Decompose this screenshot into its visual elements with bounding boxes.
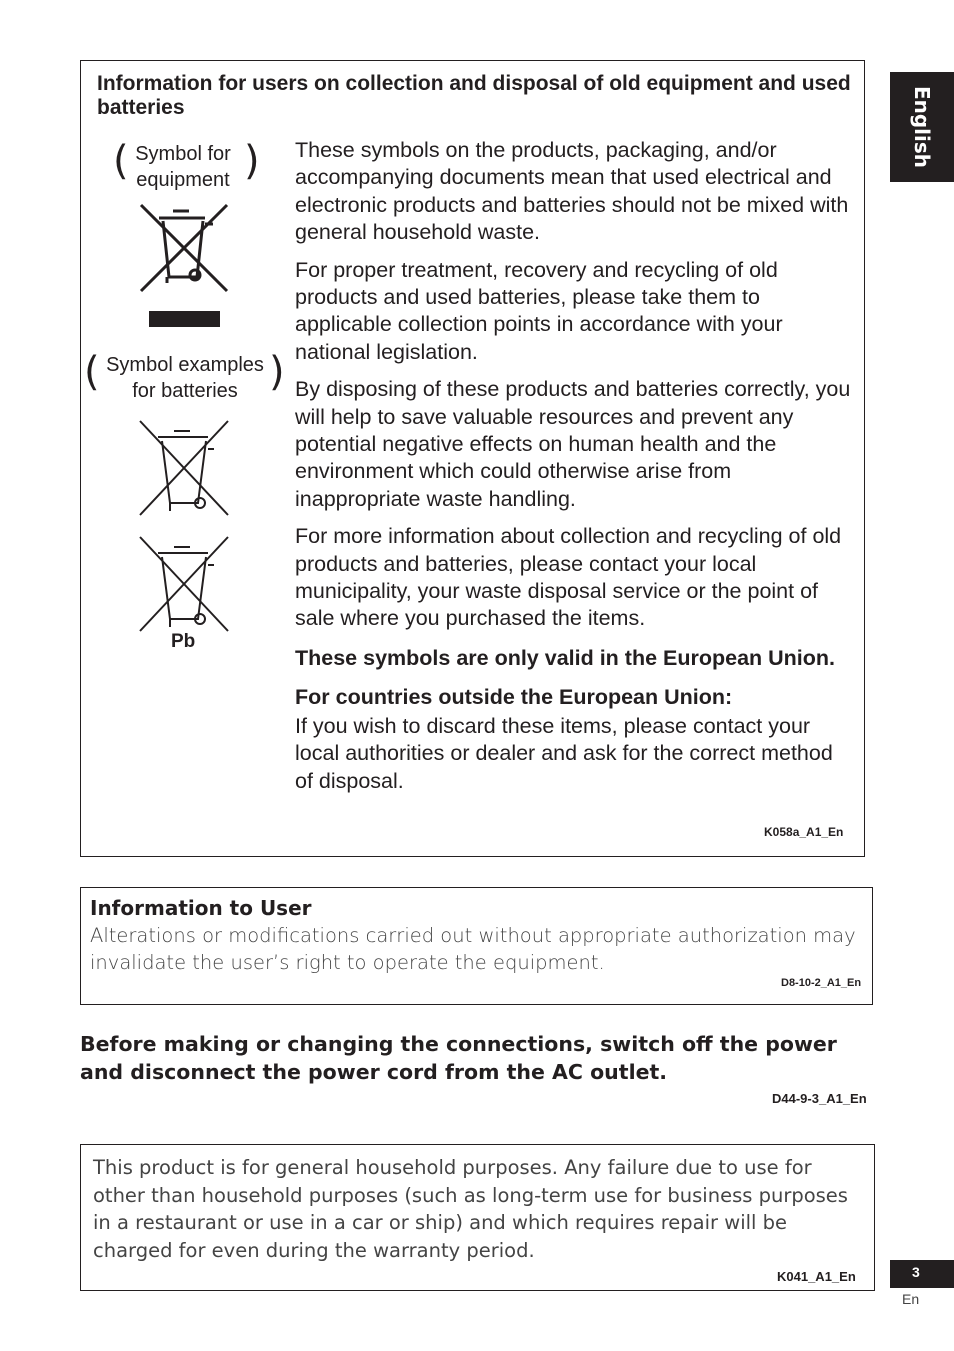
document-code: K058a_A1_En bbox=[764, 825, 844, 839]
disposal-title: Information for users on collection and disposal of old equipment and used batteries bbox=[97, 72, 851, 119]
outside-eu-heading: For countries outside the European Union: bbox=[295, 684, 733, 709]
language-tab bbox=[890, 72, 954, 182]
page-number-tab bbox=[890, 1260, 954, 1288]
caption-line: Symbol examples bbox=[106, 354, 264, 376]
paren-left: ( bbox=[84, 349, 100, 395]
symbol-equipment-caption bbox=[123, 141, 243, 193]
user-info-box bbox=[80, 887, 873, 1005]
disposal-text-column bbox=[295, 137, 855, 806]
disposal-paragraph: For more information about collection and recycling of old products and batteries, please contact your local municipality, your waste disposal service or the point of sale where you purchased the items. bbox=[295, 524, 842, 631]
document-code: K041_A1_En bbox=[777, 1269, 856, 1284]
caption-line: for batteries bbox=[132, 380, 238, 402]
pb-label: Pb bbox=[171, 631, 196, 652]
user-info-title: Information to User bbox=[90, 896, 312, 920]
page-lang-code: En bbox=[902, 1291, 920, 1307]
symbol-batteries-caption bbox=[95, 352, 275, 404]
page-number: 3 bbox=[912, 1264, 920, 1280]
language-tab-label: English bbox=[910, 85, 934, 169]
paren-left: ( bbox=[113, 138, 129, 184]
paren-right: ) bbox=[244, 138, 260, 184]
crossed-out-wheeled-bin-icon bbox=[138, 535, 232, 633]
household-use-text: This product is for general household purposes. Any failure due to use for other than household purposes (such as long-term use for business purposes in a restaurant or use in a car or ship) and which requires repair will be charged for even during the warranty period. bbox=[93, 1156, 848, 1262]
crossed-out-wheeled-bin-icon bbox=[139, 203, 231, 293]
eu-only-note: These symbols are only valid in the European Union. bbox=[295, 645, 836, 670]
outside-eu-text: If you wish to discard these items, please contact your local authorities or dealer and ask for the correct method of disposal. bbox=[295, 714, 833, 793]
document-code: D8-10-2_A1_En bbox=[781, 977, 862, 989]
power-warning: Before making or changing the connections, switch off the power and disconnect the power cord from the AC outlet. bbox=[80, 1032, 837, 1084]
disposal-info-box bbox=[80, 60, 865, 857]
caption-line: equipment bbox=[136, 169, 230, 191]
paren-right: ) bbox=[269, 349, 285, 395]
document-code: D44-9-3_A1_En bbox=[772, 1091, 867, 1106]
black-bar-marker bbox=[149, 311, 220, 327]
user-info-body: Alterations or modifications carried out without appropriate authorization may invalidate the user’s right to operate the equipment. bbox=[90, 924, 856, 974]
disposal-paragraph: By disposing of these products and batteries correctly, you will help to save valuable resources and prevent any potential negative effects on human health and the environment which could otherwise arise from inappropriate waste handling. bbox=[295, 377, 851, 511]
caption-line: Symbol for bbox=[135, 143, 231, 165]
household-use-box bbox=[80, 1144, 875, 1291]
disposal-paragraph: For proper treatment, recovery and recycling of old products and used batteries, please take them to applicable collection points in accordance with your national legislation. bbox=[295, 257, 783, 364]
disposal-paragraph: These symbols on the products, packaging, and/or accompanying documents mean that used electrical and electronic products and batteries should not be mixed with general household waste. bbox=[295, 138, 849, 244]
crossed-out-wheeled-bin-icon bbox=[138, 419, 232, 517]
